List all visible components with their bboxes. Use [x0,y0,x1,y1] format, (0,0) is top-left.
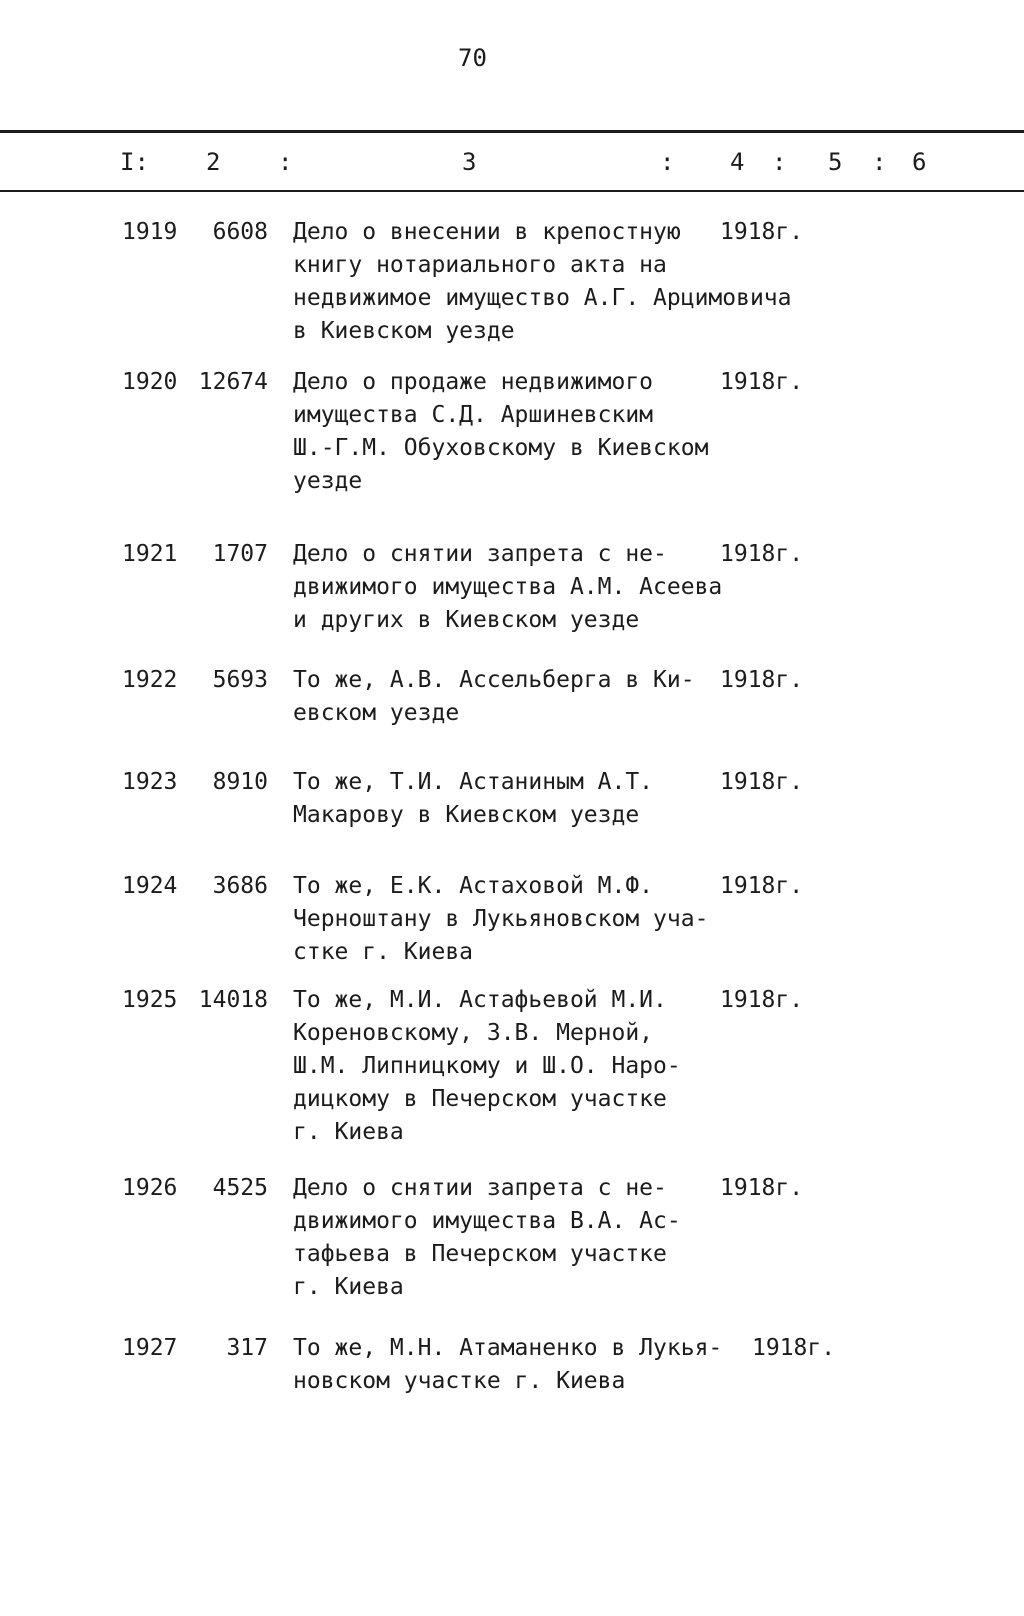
entry-code: 4525 [212,1175,268,1201]
entry-description-line: Макарову в Киевском уезде [293,802,640,828]
entry-code: 317 [226,1335,268,1361]
column-separator: : [278,148,293,176]
entry-year: 1918г. [720,219,804,245]
entry-description-line: и других в Киевском уезде [293,607,640,633]
entry-number: 1927 [122,1335,178,1361]
entry-description-line: имущества С.Д. Аршиневским [293,402,654,428]
entry-description-line: Кореновскому, З.В. Мерной, [293,1020,654,1046]
column-separator: : [660,148,675,176]
entry-number: 1926 [122,1175,178,1201]
entry-description-line: То же, М.И. Астафьевой М.И. [293,987,667,1013]
entry-description-line: То же, Т.И. Астаниным А.Т. [293,769,654,795]
entry-description-line: недвижимое имущество А.Г. Арцимовича [293,285,792,311]
entry-description-line: движимого имущества В.А. Ас- [293,1208,681,1234]
column-header-1: I: [120,148,149,176]
entry-description-line: Черноштану в Лукьяновском уча- [293,906,709,932]
entry-code: 14018 [198,987,268,1013]
entry-code: 8910 [212,769,268,795]
entry-description-line: То же, А.В. Ассельберга в Ки- [293,667,695,693]
entry-description-line: То же, Е.К. Астаховой М.Ф. [293,873,654,899]
entry-description-line: стке г. Киева [293,939,474,965]
entry-description-line: г. Киева [293,1119,404,1145]
entry-year: 1918г. [720,769,804,795]
entry-year: 1918г. [720,987,804,1013]
column-separator: : [772,148,787,176]
entry-description [293,1332,723,1398]
entry-description-line: книгу нотариального акта на [293,252,667,278]
column-separator: : [872,148,887,176]
entry-year: 1918г. [720,369,804,395]
entry-description-line: То же, М.Н. Атаманенко в Лукья- [293,1335,723,1361]
entry-number: 1924 [122,873,178,899]
entry-description-line: евском уезде [293,700,460,726]
entry-description-line: Ш.-Г.М. Обуховскому в Киевском [293,435,709,461]
entry-description [293,538,723,637]
column-header-2: 2 [206,148,221,176]
entry-year: 1918г. [720,541,804,567]
entry-year: 1918г. [720,667,804,693]
entry-description [293,766,713,832]
column-header-5: 5 [828,148,843,176]
entry-description-line: Дело о продаже недвижимого [293,369,654,395]
page-number: 70 [458,44,487,72]
entry-description-line: Дело о снятии запрета с не- [293,1175,667,1201]
entry-description-line: Ш.М. Липницкому и Ш.О. Наро- [293,1053,681,1079]
entry-code: 3686 [212,873,268,899]
entry-year: 1918г. [720,1175,804,1201]
entry-code: 1707 [212,541,268,567]
column-header-4: 4 [730,148,745,176]
entry-year: 1918г. [752,1335,836,1361]
entry-number: 1923 [122,769,178,795]
entry-description-line: тафьева в Печерском участке [293,1241,667,1267]
entry-code: 6608 [212,219,268,245]
column-header-6: 6 [912,148,927,176]
entry-description [293,664,713,730]
entry-description-line: г. Киева [293,1274,404,1300]
entry-number: 1922 [122,667,178,693]
entry-description-line: в Киевском уезде [293,318,515,344]
entry-description-line: Дело о снятии запрета с не- [293,541,667,567]
header-top-rule [0,130,1024,133]
entry-description [293,870,713,969]
entry-description-line: Дело о внесении в крепостную [293,219,681,245]
entry-description-line: уезде [293,468,363,494]
entry-number: 1919 [122,219,178,245]
entry-description [293,366,713,498]
entry-description-line: новском участке г. Киева [293,1368,626,1394]
entry-number: 1925 [122,987,178,1013]
entry-description [293,984,713,1149]
entry-description [293,1172,713,1304]
header-bottom-rule [0,190,1024,192]
entry-number: 1921 [122,541,178,567]
entry-year: 1918г. [720,873,804,899]
entry-description-line: дицкому в Печерском участке [293,1086,667,1112]
entry-code: 12674 [198,369,268,395]
entry-description-line: движимого имущества А.М. Асеева [293,574,723,600]
entry-number: 1920 [122,369,178,395]
column-header-3: 3 [462,148,477,176]
entry-code: 5693 [212,667,268,693]
